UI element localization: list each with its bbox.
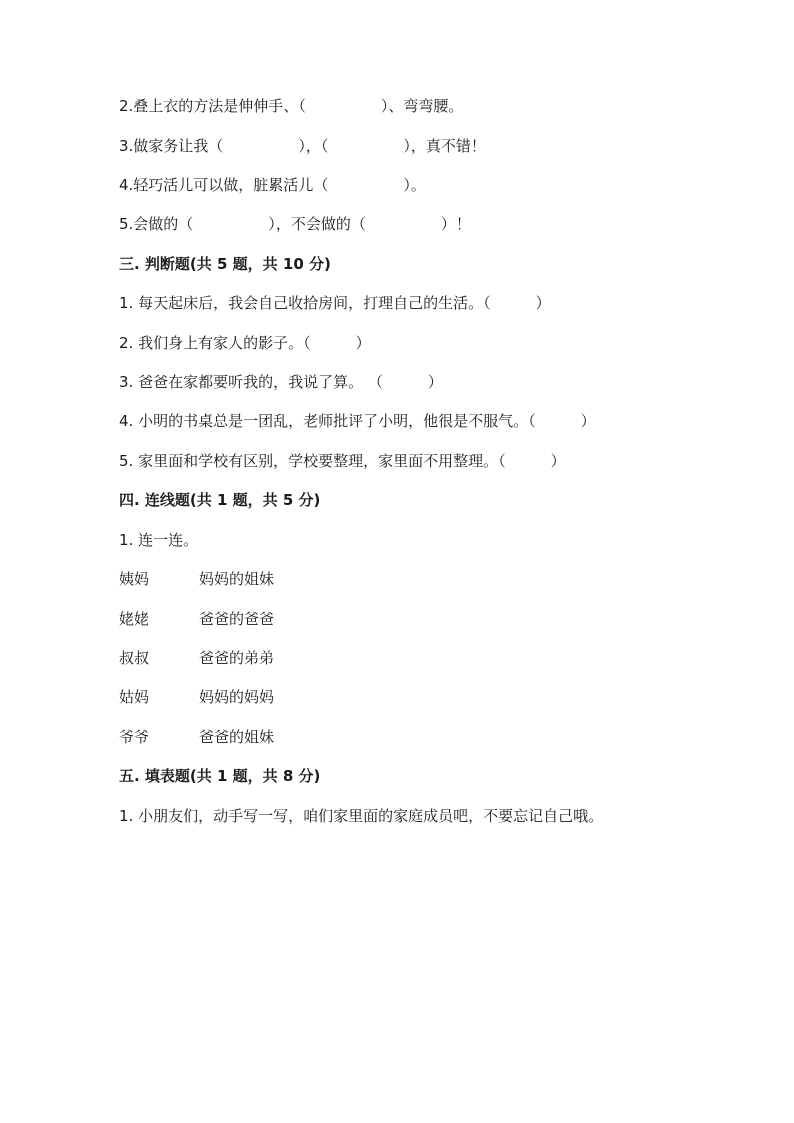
matching-left-item: 姥姥 bbox=[119, 610, 150, 628]
judgement-item-1: 1. 每天起床后，我会自己收拾房间，打理自己的生活。（ ） bbox=[119, 294, 551, 312]
matching-right-item: 妈妈的妈妈 bbox=[199, 688, 275, 706]
section-heading-judgement: 三. 判断题(共 5 题，共 10 分) bbox=[119, 255, 331, 273]
table-question: 1. 小朋友们，动手写一写，咱们家里面的家庭成员吧，不要忘记自己哦。 bbox=[119, 807, 604, 825]
matching-right-item: 妈妈的姐妹 bbox=[199, 570, 275, 588]
judgement-item-5: 5. 家里面和学校有区别，学校要整理，家里面不用整理。（ ） bbox=[119, 452, 566, 470]
matching-question: 1. 连一连。 bbox=[119, 531, 199, 549]
judgement-item-4: 4. 小明的书桌总是一团乱，老师批评了小明，他很是不服气。（ ） bbox=[119, 412, 596, 430]
matching-left-item: 姨妈 bbox=[119, 570, 150, 588]
matching-right-item: 爸爸的弟弟 bbox=[199, 649, 275, 667]
fill-blank-item-4: 4.轻巧活儿可以做，脏累活儿（ ）。 bbox=[119, 176, 426, 194]
matching-left-item: 爷爷 bbox=[119, 728, 150, 746]
section-heading-table: 五. 填表题(共 1 题，共 8 分) bbox=[119, 767, 321, 785]
judgement-item-2: 2. 我们身上有家人的影子。（ ） bbox=[119, 334, 371, 352]
fill-blank-item-3: 3.做家务让我（ ），（ ），真不错！ bbox=[119, 137, 486, 155]
judgement-item-3: 3. 爸爸在家都要听我的，我说了算。 （ ） bbox=[119, 373, 443, 391]
matching-right-item: 爸爸的爸爸 bbox=[199, 610, 275, 628]
matching-right-item: 爸爸的姐妹 bbox=[199, 728, 275, 746]
matching-left-item: 姑妈 bbox=[119, 688, 150, 706]
section-heading-matching: 四. 连线题(共 1 题，共 5 分) bbox=[119, 491, 321, 509]
fill-blank-item-2: 2.叠上衣的方法是伸伸手、（ ）、弯弯腰。 bbox=[119, 97, 464, 115]
fill-blank-item-5: 5.会做的（ ），不会做的（ ）！ bbox=[119, 215, 471, 233]
matching-left-item: 叔叔 bbox=[119, 649, 150, 667]
